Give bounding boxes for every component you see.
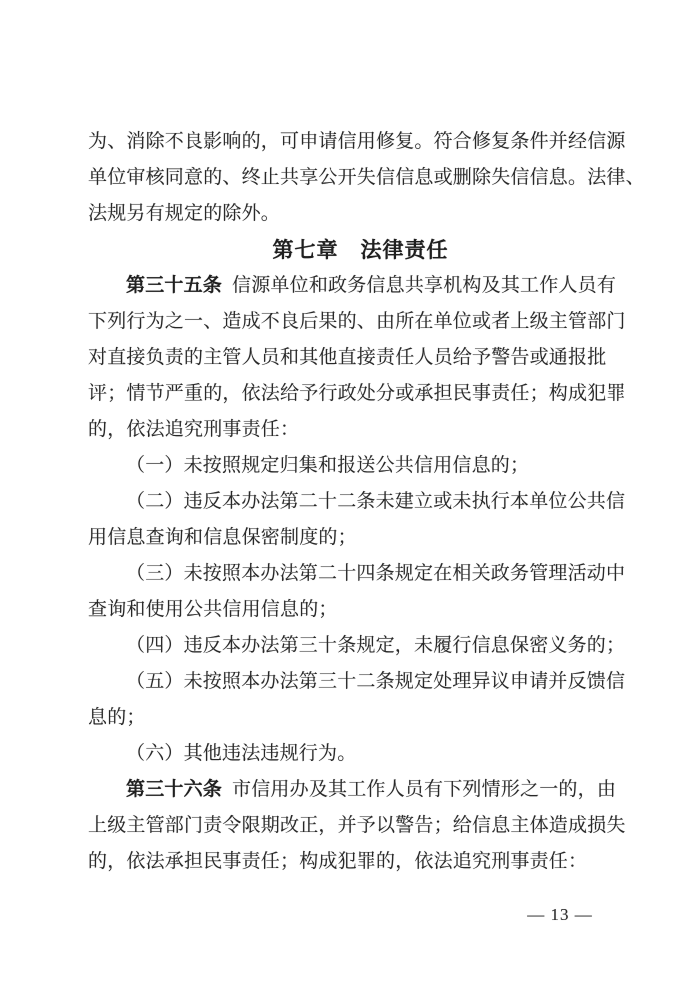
article-35-item-3 bbox=[88, 556, 633, 628]
text-line: 下列行为之一、造成不良后果的、由所在单位或者上级主管部门 bbox=[88, 311, 626, 332]
article-35-item-6 bbox=[88, 736, 633, 772]
article-35-number: 第三十五条 bbox=[126, 275, 223, 296]
article-36-paragraph bbox=[88, 772, 633, 880]
article-35-item-4 bbox=[88, 628, 633, 664]
text-line: （一）未按照规定归集和报送公共信用信息的； bbox=[126, 455, 530, 476]
text-line: 用信息查询和信息保密制度的； bbox=[88, 527, 357, 548]
text-line: 的，依法承担民事责任；构成犯罪的，依法追究刑事责任： bbox=[88, 851, 588, 872]
credit-repair-paragraph bbox=[88, 124, 645, 232]
article-35-paragraph bbox=[88, 268, 633, 448]
text-line bbox=[88, 772, 633, 808]
chapter-7-heading: 第七章 法律责任 bbox=[272, 238, 449, 262]
text-line: 息的； bbox=[88, 707, 146, 728]
article-35-lead: 信源单位和政务信息共享机构及其工作人员有 bbox=[232, 275, 617, 296]
text-line: 对直接负责的主管人员和其他直接责任人员给予警告或通报批 bbox=[88, 347, 607, 368]
text-line: 法规另有规定的除外。 bbox=[88, 203, 281, 224]
text-line: 上级主管部门责令限期改正，并予以警告；给信息主体造成损失 bbox=[88, 815, 626, 836]
text-line bbox=[88, 268, 633, 304]
document-body bbox=[88, 124, 645, 880]
article-36-number: 第三十六条 bbox=[126, 779, 223, 800]
article-35-item-1 bbox=[88, 448, 633, 484]
text-line: （二）违反本办法第二十二条未建立或未执行本单位公共信 bbox=[126, 491, 626, 512]
text-line: 评；情节严重的，依法给予行政处分或承担民事责任；构成犯罪 bbox=[88, 383, 626, 404]
text-line: 查询和使用公共信用信息的； bbox=[88, 599, 338, 620]
text-line: 单位审核同意的、终止共享公开失信信息或删除失信信息。法律、 bbox=[88, 167, 645, 188]
article-35-item-2 bbox=[88, 484, 633, 556]
article-35-item-5 bbox=[88, 664, 633, 736]
article-36-lead: 市信用办及其工作人员有下列情形之一的，由 bbox=[232, 779, 617, 800]
text-line: （三）未按照本办法第二十四条规定在相关政务管理活动中 bbox=[126, 563, 626, 584]
text-line: （四）违反本办法第三十条规定，未履行信息保密义务的； bbox=[126, 635, 626, 656]
text-line: 为、消除不良影响的，可申请信用修复。符合修复条件并经信源 bbox=[88, 131, 626, 152]
text-line: （五）未按照本办法第三十二条规定处理异议申请并反馈信 bbox=[126, 671, 626, 692]
page-number: — 13 — bbox=[527, 905, 593, 924]
text-line: （六）其他违法违规行为。 bbox=[126, 743, 357, 764]
text-line: 的，依法追究刑事责任： bbox=[88, 419, 300, 440]
